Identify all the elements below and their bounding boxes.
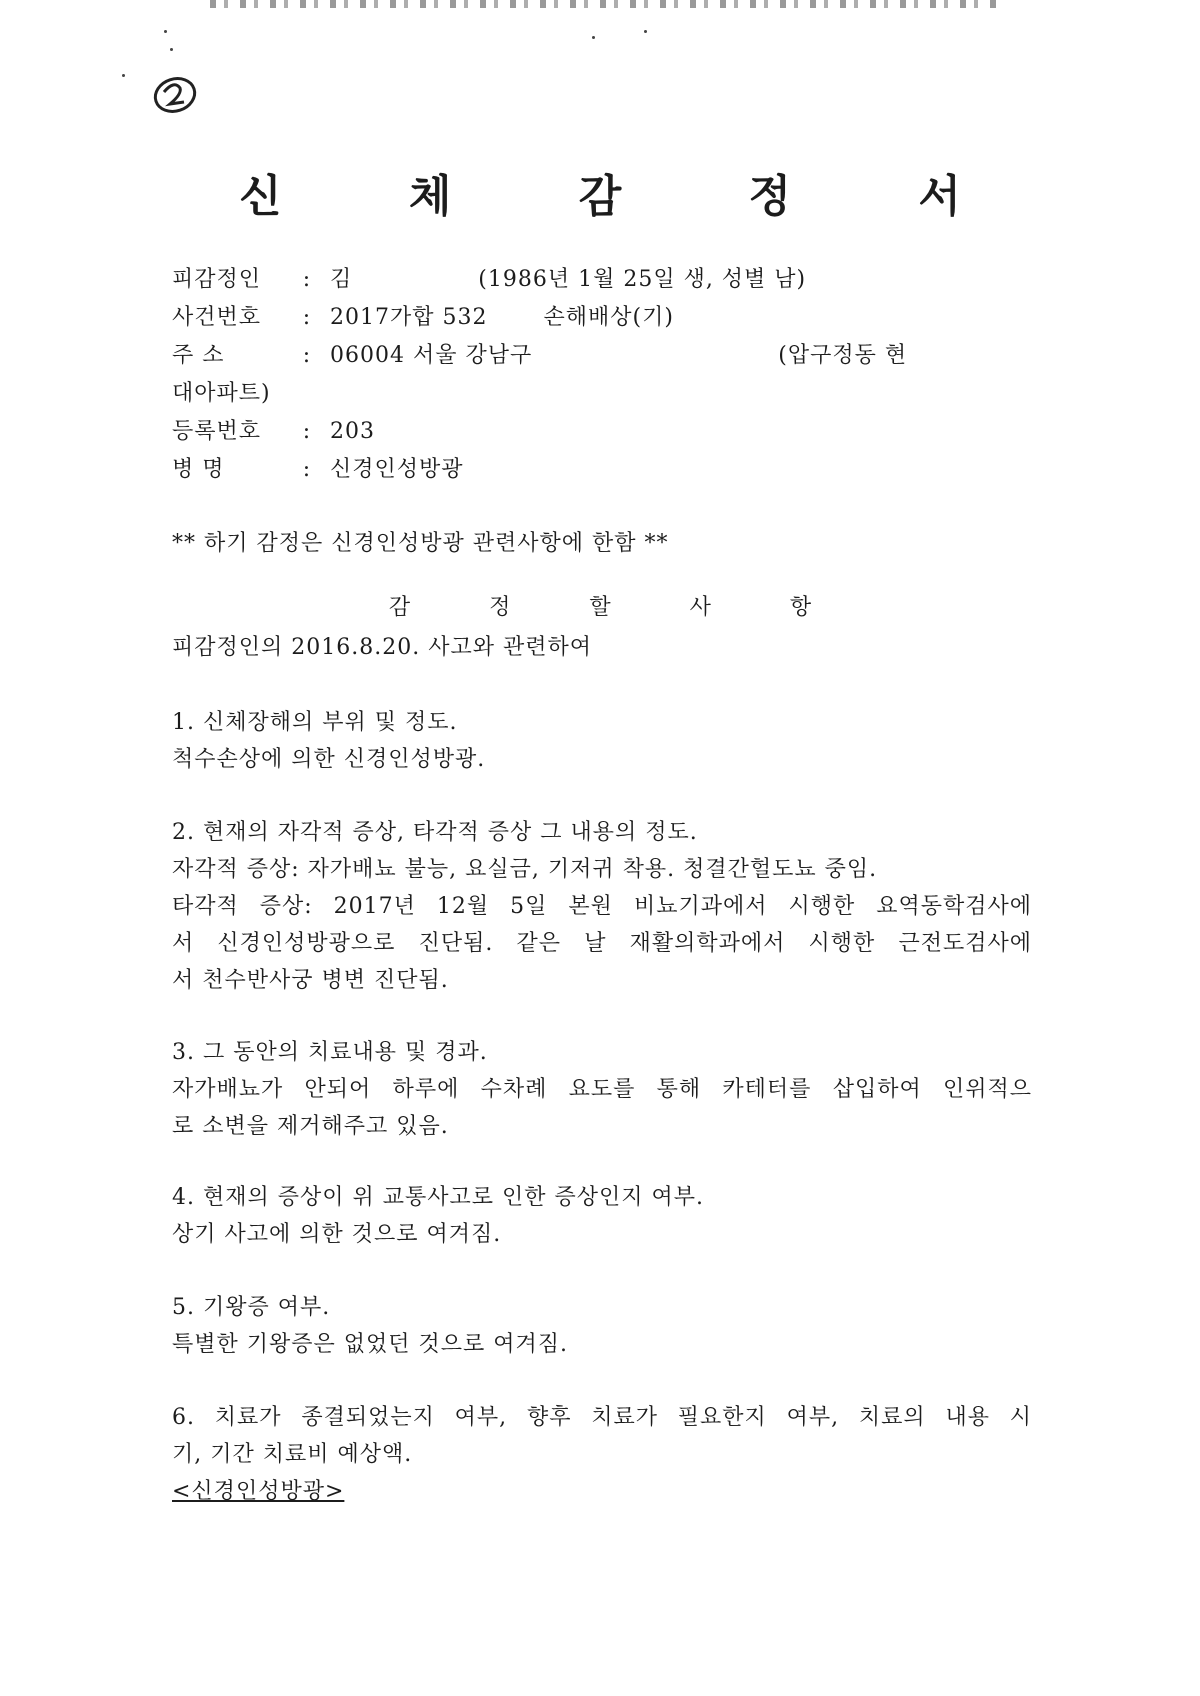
item-6-question-continuation: 기, 기간 치료비 예상액. xyxy=(172,1442,413,1467)
diagnosis-label: 병 명 xyxy=(172,457,225,482)
scan-speck xyxy=(170,48,173,51)
scan-speck xyxy=(644,30,647,33)
case-number: 2017가합 532 xyxy=(330,305,488,330)
scan-speck xyxy=(592,36,595,39)
item-5-question: 5. 기왕증 여부. xyxy=(172,1295,331,1320)
section-heading: 감 정 할 사 항 xyxy=(388,595,848,620)
patient-name: 김 xyxy=(330,267,353,292)
intro-line: 피감정인의 2016.8.20. 사고와 관련하여 xyxy=(172,635,592,660)
address-row: 주 소 : 06004 서울 강남구 (압구정동 현 xyxy=(172,338,907,369)
address-continuation: 대아파트) xyxy=(172,381,271,406)
case-label: 사건번호 xyxy=(172,305,262,330)
patient-row: 피감정인 : 김 (1986년 1월 25일 생, 성별 남) xyxy=(172,262,806,293)
diagnosis-value: 신경인성방광 xyxy=(330,457,464,482)
registration-label: 등록번호 xyxy=(172,419,262,444)
item-4-answer: 상기 사고에 의한 것으로 여겨짐. xyxy=(172,1222,502,1247)
diagnosis-row: 병 명 : 신경인성방광 xyxy=(172,452,464,483)
address-tail: (압구정동 현 xyxy=(778,343,908,368)
case-type: 손해배상(기) xyxy=(543,305,674,330)
registration-number: 203 xyxy=(330,419,375,444)
item-1-question: 1. 신체장해의 부위 및 정도. xyxy=(172,710,458,735)
registration-row: 등록번호 : 203 xyxy=(172,414,375,445)
scan-speck xyxy=(122,74,125,77)
item-6-subheading: <신경인성방광> xyxy=(172,1479,345,1504)
handwritten-page-number xyxy=(150,72,200,116)
document-title: 신 체 감 정 서 xyxy=(239,171,1017,222)
patient-detail: (1986년 1월 25일 생, 성별 남) xyxy=(478,267,807,292)
scope-note: ** 하기 감정은 신경인성방광 관련사항에 한함 ** xyxy=(172,531,669,556)
item-2-answer-line: 서 천수반사궁 병변 진단됨. xyxy=(172,968,449,993)
case-row: 사건번호 : 2017가합 532 손해배상(기) xyxy=(172,300,674,331)
item-6-question: 6. 치료가 종결되었는지 여부, 향후 치료가 필요한지 여부, 치료의 내용 시 xyxy=(172,1405,1032,1430)
item-3-question: 3. 그 동안의 치료내용 및 경과. xyxy=(172,1040,488,1065)
address-value: 06004 서울 강남구 xyxy=(330,343,533,368)
item-5-answer: 특별한 기왕증은 없었던 것으로 여겨짐. xyxy=(172,1332,568,1357)
item-1-answer: 척수손상에 의한 신경인성방광. xyxy=(172,747,486,772)
item-3-answer-line: 로 소변을 제거해주고 있음. xyxy=(172,1114,449,1139)
scan-artifact-top xyxy=(210,0,1000,8)
address-label: 주 소 xyxy=(172,343,225,368)
item-2-question: 2. 현재의 자각적 증상, 타각적 증상 그 내용의 정도. xyxy=(172,820,698,845)
item-2-answer-line: 서 신경인성방광으로 진단됨. 같은 날 재활의학과에서 시행한 근전도검사에 xyxy=(172,931,1032,956)
patient-label: 피감정인 xyxy=(172,267,262,292)
item-3-answer-line: 자가배뇨가 안되어 하루에 수차례 요도를 통해 카테터를 삽입하여 인위적으 xyxy=(172,1077,1032,1102)
item-4-question: 4. 현재의 증상이 위 교통사고로 인한 증상인지 여부. xyxy=(172,1185,704,1210)
item-2-answer-line: 자각적 증상: 자가배뇨 불능, 요실금, 기저귀 착용. 청결간헐도뇨 중임. xyxy=(172,857,878,882)
item-2-answer-line: 타각적 증상: 2017년 12월 5일 본원 비뇨기과에서 시행한 요역동학검사에 xyxy=(172,894,1032,919)
scan-speck xyxy=(164,30,167,33)
